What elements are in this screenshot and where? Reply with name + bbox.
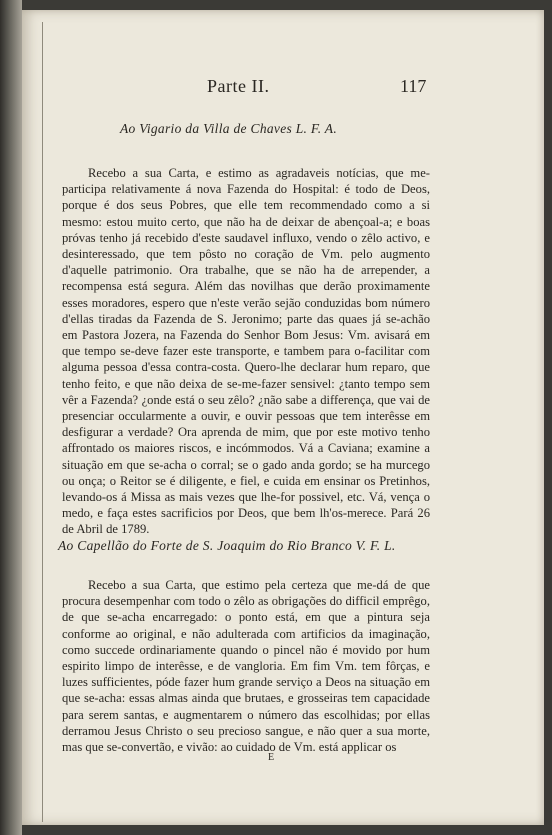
- page-gutter-line: [42, 22, 43, 822]
- letter-1-paragraph: Recebo a sua Carta, e estimo as agradaveis notícias, que me-participa relativamente á nova Fazenda do Hospital: é todo de Deos, porque é dos seus Pobres, que elle tem recommendado como a si mesmo: estou muito certo, que não ha de deixar de abençoal-a; e boas próvas tenho já recebido d'este saudavel influxo, vendo o zêlo activo, e desinteressado, que tem pôsto no coração de Vm. pelo augmento d'aquelle patrimonio. Ora trabalhe, que se não ha de arrepender, a recompensa está segura. Além das novilhas que derão proximamente esses moradores, espero que n'este verão sejão conduzidas bom número d'ellas tiradas da Fazenda de S. Jeronimo; parte das quaes já se-achão em Pastora Jozera, na Fazenda do Senhor Bom Jesus: Vm. avisará em que tempo se-deve fazer este transporte, e tambem para o-facilitar com alguma pessoa d'essa contra-costa. Quero-lhe declarar hum reparo, que tenho feito, e que não deixa de se-me-fazer sensivel: ¿tanto tempo sem vêr a Fazenda? ¿onde está o seu zêlo? ¿não sabe a differença, que vai de presenciar occularmente a ouvir, e ouvir pessoas que tem interêsse em desfigurar a verdade? Ora aprenda de mim, que por este motivo tenho affrontado os maiores riscos, e incómmodos. Vá a Caviana; examine a situação em que se-acha o corral; se o gado anda gordo; se ha murcego ou onça; o Reitor se é diligente, e fiel, e cuida em ensinar os Pretinhos, levando-os á Missa as mais vezes que lhe-for possivel, etc. Vá, vença o medo, e faça estes sacrificios por Deos, que bem lh'os-merece. Pará 26 de Abril de 1789.: [62, 166, 430, 537]
- letter-2-title: Ao Capellão do Forte de S. Joaquim do Rio Branco V. F. L.: [58, 538, 396, 553]
- page-number: 117: [400, 76, 427, 96]
- running-header-section: Parte II.: [207, 76, 270, 96]
- book-spine-shadow: [0, 0, 22, 835]
- letter-1-body: [62, 165, 430, 538]
- letter-2-paragraph: Recebo a sua Carta, que estimo pela certeza que me-dá de que procura desempenhar com todo o zêlo as obrigações do difficil emprêgo, de que se-acha encarregado: o ponto está, em que a pintura seja conforme ao original, e não adulterada com artificios da imaginação, como succede ordinariamente quando o pincel não é movido por hum espirito limpo de interêsse, e de vangloria. Em fim Vm. tem fôrças, e luzes sufficientes, póde fazer hum grande serviço a Deos na situação em que se-acha: essas almas ainda que brutaes, e grosseiras tem capacidade para serem santas, e augmentarem o número das escolhidas; por ellas derramou Jesus Christo o seu precioso sangue, e não quer a sua morte, mas que se-convertão, e vivão: ao cuidado de Vm. está applicar os: [62, 578, 430, 755]
- letter-2-body: [62, 577, 430, 755]
- letter-1-title: Ao Vigario da Villa de Chaves L. F. A.: [120, 121, 338, 136]
- signature-mark: E: [268, 752, 275, 763]
